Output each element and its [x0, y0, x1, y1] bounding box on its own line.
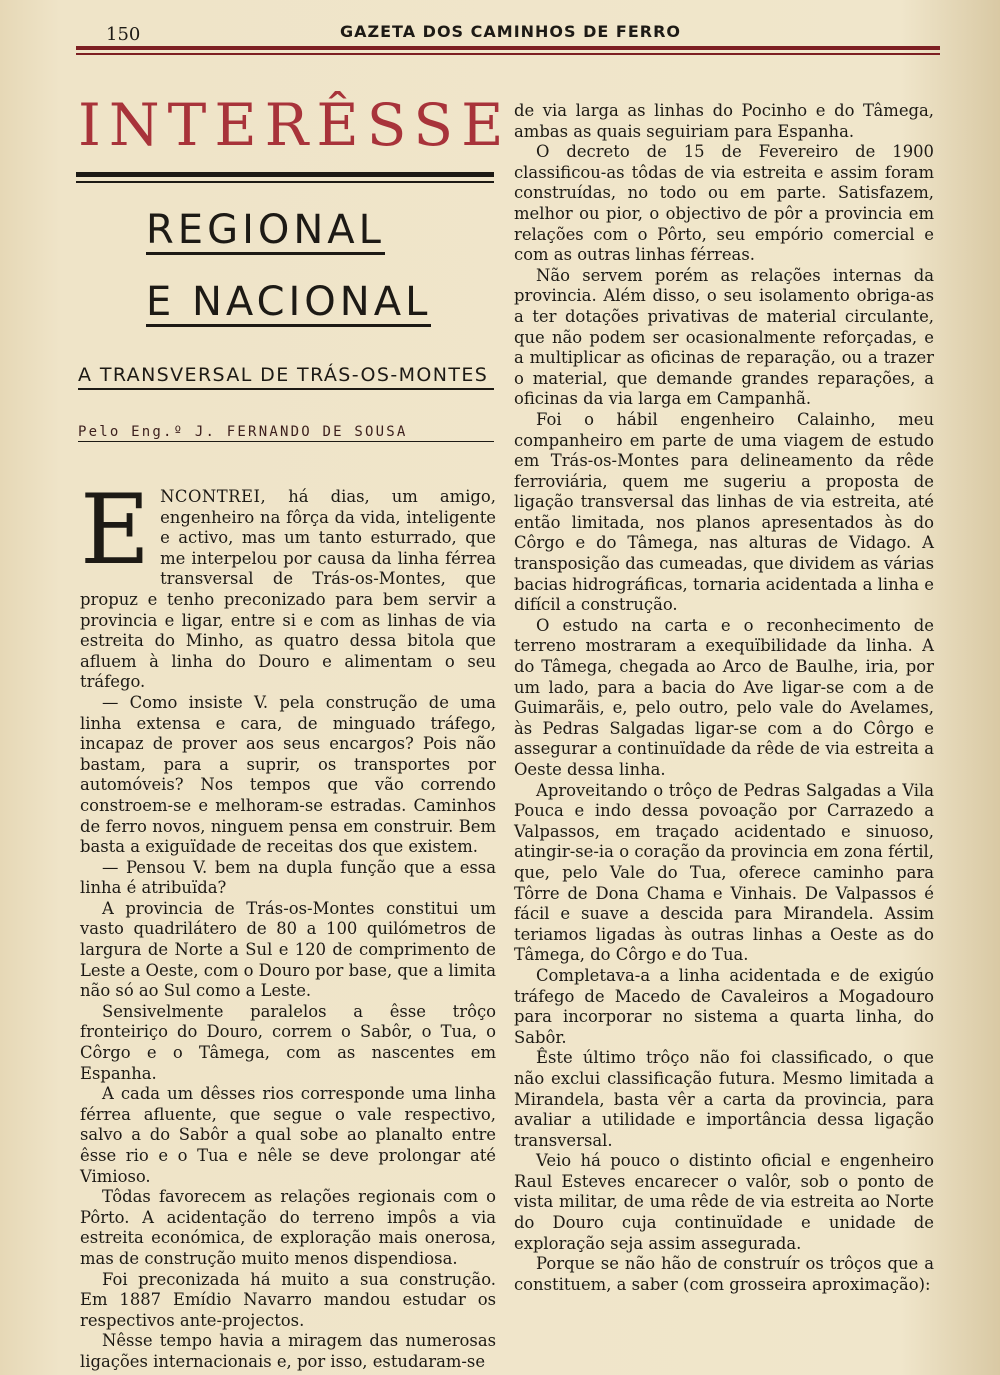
left-column-body	[80, 474, 497, 1373]
drop-cap: E	[80, 474, 151, 586]
running-title: GAZETA DOS CAMINHOS DE FERRO	[340, 22, 682, 41]
paragraph: Tôdas favorecem as relações regionais com o Pôrto. A acidentação do terreno impôs a via estreita económica, de exploração mais onerosa, mas de construção muito menos dispendiosa.	[80, 1187, 496, 1268]
title-rule-thin	[76, 181, 494, 183]
paragraph: Foi o hábil engenheiro Calainho, meu companheiro em parte de uma viagem de estudo em Trás-os-Montes para delineamento da rêde ferroviária, quem me sugeriu a proposta de ligação transversal das linhas de via estreita, até então limitada, nos planos apresentados às do Côrgo e do Tâmega, nas alturas de Vidago. A transposição das cumeadas, que dividem as várias bacias hidrográficas, tornaria acidentada a linha e difícil a construção.	[514, 409, 934, 615]
paragraph: Porque se não hão de construír os trôços que a constituem, a saber (com grosseira aproximação):	[514, 1254, 934, 1294]
page-number: 150	[106, 24, 141, 45]
lead-paragraph	[80, 474, 497, 693]
paragraph: Nêsse tempo havia a miragem das numerosas ligações internacionais e, por isso, estudaram-se	[80, 1331, 496, 1371]
paragraph: O estudo na carta e o reconhecimento de terreno mostraram a exequïbilidade da linha. A do Tâmega, chegada ao Arco de Baulhe, iria, por um lado, para a bacia do Ave ligar-se com a de Guimarãis, e, pelo outro, pelo vale do Avelames, às Pedras Salgadas ligar-se com a do Côrgo e assegurar a continuïdade da rêde de via estreita a Oeste dessa linha.	[514, 615, 934, 779]
paragraph: — Como insiste V. pela construção de uma linha extensa e cara, de minguado tráfego, incapaz de prover aos seus encargos? Pois não bastam, para a suprir, os transportes por automóveis? Nos tempos que vão correndo constroem-se e melhoram-se estradas. Caminhos de ferro novos, ninguem pensa em construir. Bem basta a exiguïdade de receitas dos que existem.	[80, 692, 496, 857]
section-heading: A TRANSVERSAL DE TRÁS-OS-MONTES	[78, 364, 494, 390]
paragraph-text: há dias, um amigo, engenheiro na fôrça da vida, inteligente e activo, mas um tanto esturrado, que me interpelou por causa da linha férrea transversal de Trás-os-Montes, que propuz e tenho preconizado para bem servir a provincia e ligar, entre si e com as linhas de via estreita do Minho, as quatro dessa bitola que afluem à linha do Douro e alimentam o seu tráfego.	[80, 487, 497, 692]
paragraph: A cada um dêsses rios corresponde uma linha férrea afluente, que segue o vale respectivo, salvo a do Sabôr a qual sobe ao planalto entre êsse rio e o Tua e nêle se deve prolongar até Vimioso.	[80, 1084, 496, 1186]
paragraph: Sensivelmente paralelos a êsse trôço fronteiriço do Douro, correm o Sabôr, o Tua, o Côrgo e o Tâmega, com as nascentes em Espanha.	[80, 1001, 496, 1083]
header-rule-thick	[76, 46, 940, 50]
header-rule-thin	[76, 53, 940, 55]
paragraph: Veio há pouco o distinto oficial e engenheiro Raul Esteves encarecer o valôr, sob o ponto de vista militar, de uma rêde de via estreita ao Norte do Douro cuja continuïdade e unidade de exploração seja assim assegurada.	[514, 1151, 934, 1253]
right-column-body	[514, 101, 934, 1295]
article-title: INTERÊSSE	[78, 91, 512, 159]
paragraph: Aproveitando o trôço de Pedras Salgadas a Vila Pouca e indo dessa povoação por Carrazedo a Valpassos, em traçado acidentado e sinuoso, atingir-se-ia o coração da provincia em zona fértil, que, pelo Vale do Tua, oferece caminho para Tôrre de Dona Chama e Vinhais. De Valpassos é fácil e suave a descida para Mirandela. Assim teriamos ligadas às outras linhas a Oeste as do Tâmega, do Côrgo e do Tua.	[514, 780, 934, 965]
title-rule-thick	[76, 172, 494, 177]
paragraph: de via larga as linhas do Pocinho e do Tâmega, ambas as quais seguiriam para Espanha.	[514, 101, 934, 141]
paragraph: Não servem porém as relações internas da provincia. Além disso, o seu isolamento obriga-as a ter dotações privativas de material circulante, que não podem ser ocasionalmente reforçadas, e a multiplicar as oficinas de reparação, ou a trazer o material, que demande grandes reparações, a oficinas da via larga em Campanhã.	[514, 265, 934, 409]
article-subtitle-line-1: REGIONAL	[146, 207, 385, 253]
lead-word: NCONTREI,	[160, 487, 267, 506]
paragraph: Completava-a a linha acidentada e de exigúo tráfego de Macedo de Cavaleiros a Mogadouro para incorporar no sistema a quarta linha, do Sabôr.	[514, 965, 934, 1047]
paragraph: — Pensou V. bem na dupla função que a essa linha é atribuïda?	[80, 857, 496, 898]
article-subtitle-line-2: E NACIONAL	[146, 279, 432, 325]
paragraph: Êste último trôço não foi classificado, o que não exclui classificação futura. Mesmo limitada a Mirandela, basta vêr a carta da provincia, para avaliar a utilidade e importância dessa ligação transversal.	[514, 1048, 934, 1150]
byline: Pelo Eng.º J. FERNANDO DE SOUSA	[78, 424, 494, 442]
paragraph: O decreto de 15 de Fevereiro de 1900 classificou-as tôdas de via estreita e assim foram construídas, no todo ou em parte. Satisfazem, melhor ou pior, o objectivo de pôr a provincia em relações com o Pôrto, seu empório comercial e com as outras linhas férreas.	[514, 142, 934, 265]
paragraph: A provincia de Trás-os-Montes constitui um vasto quadrilátero de 80 a 100 quilómetros de largura de Norte a Sul e 120 de comprimento de Leste a Oeste, com o Douro por base, que a limita não só ao Sul como a Leste.	[80, 898, 496, 1001]
paragraph: Foi preconizada há muito a sua construção. Em 1887 Emídio Navarro mandou estudar os respectivos ante-projectos.	[80, 1269, 496, 1330]
